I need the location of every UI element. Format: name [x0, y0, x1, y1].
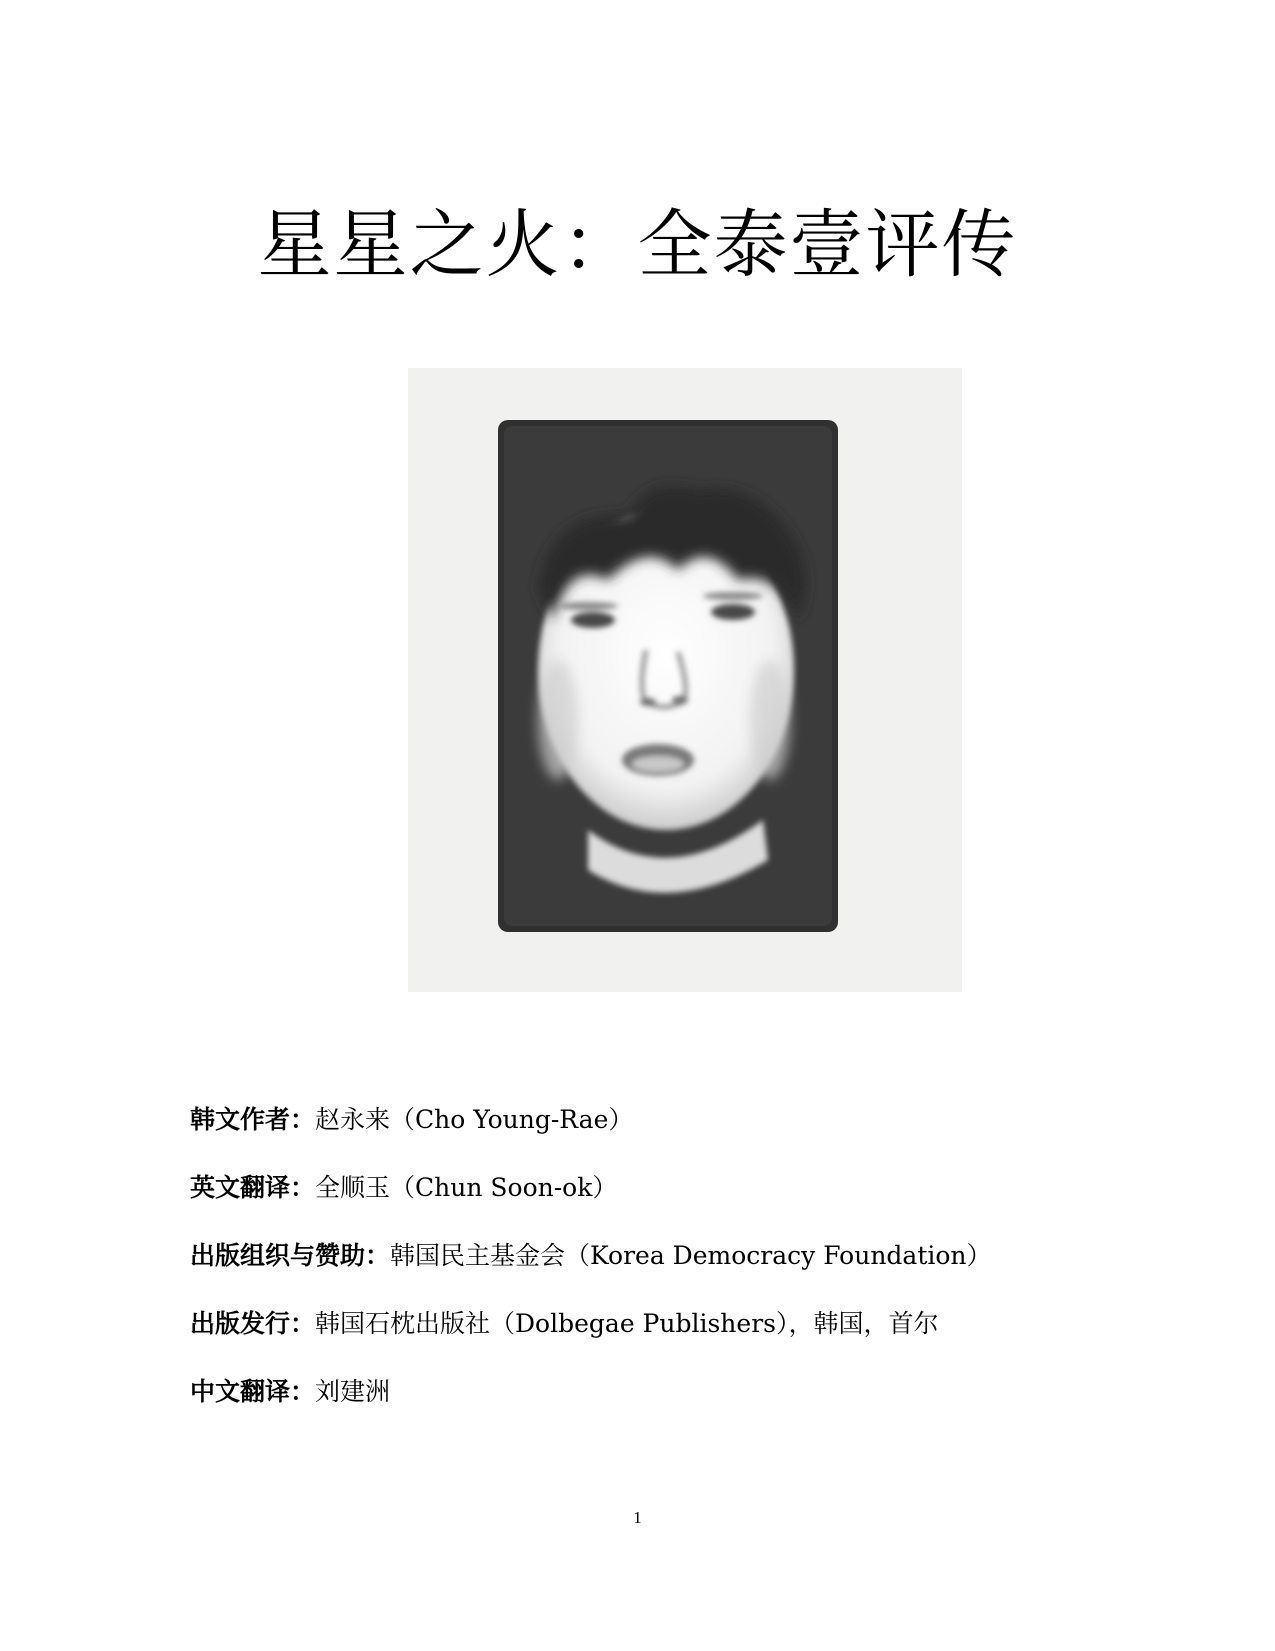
credit-label: 韩文作者： [190, 1105, 316, 1134]
portrait-photo-frame [408, 368, 962, 992]
document-title: 星星之火：全泰壹评传 [257, 202, 1018, 288]
credit-row-sponsor [190, 1236, 1150, 1304]
credit-label: 出版组织与赞助： [190, 1241, 391, 1270]
credit-row-chinese-translator [190, 1372, 1150, 1440]
credit-row-english-translator [190, 1168, 1150, 1236]
credit-label: 英文翻译： [190, 1173, 316, 1202]
credit-value: 刘建洲 [315, 1377, 391, 1406]
credit-value: 韩国石枕出版社（Dolbegae Publishers），韩国，首尔 [315, 1309, 939, 1338]
credit-value: 赵永来（Cho Young-Rae） [315, 1105, 634, 1134]
credit-row-publisher [190, 1304, 1150, 1372]
credit-value: 全顺玉（Chun Soon-ok） [315, 1173, 618, 1202]
credit-label: 中文翻译： [190, 1377, 316, 1406]
credit-row-korean-author [190, 1100, 1150, 1168]
page-number: 1 [633, 1508, 642, 1527]
credits-block [190, 1100, 1150, 1440]
credit-value: 韩国民主基金会（Korea Democracy Foundation） [390, 1241, 992, 1270]
portrait-photo [498, 420, 838, 932]
credit-label: 出版发行： [190, 1309, 316, 1338]
